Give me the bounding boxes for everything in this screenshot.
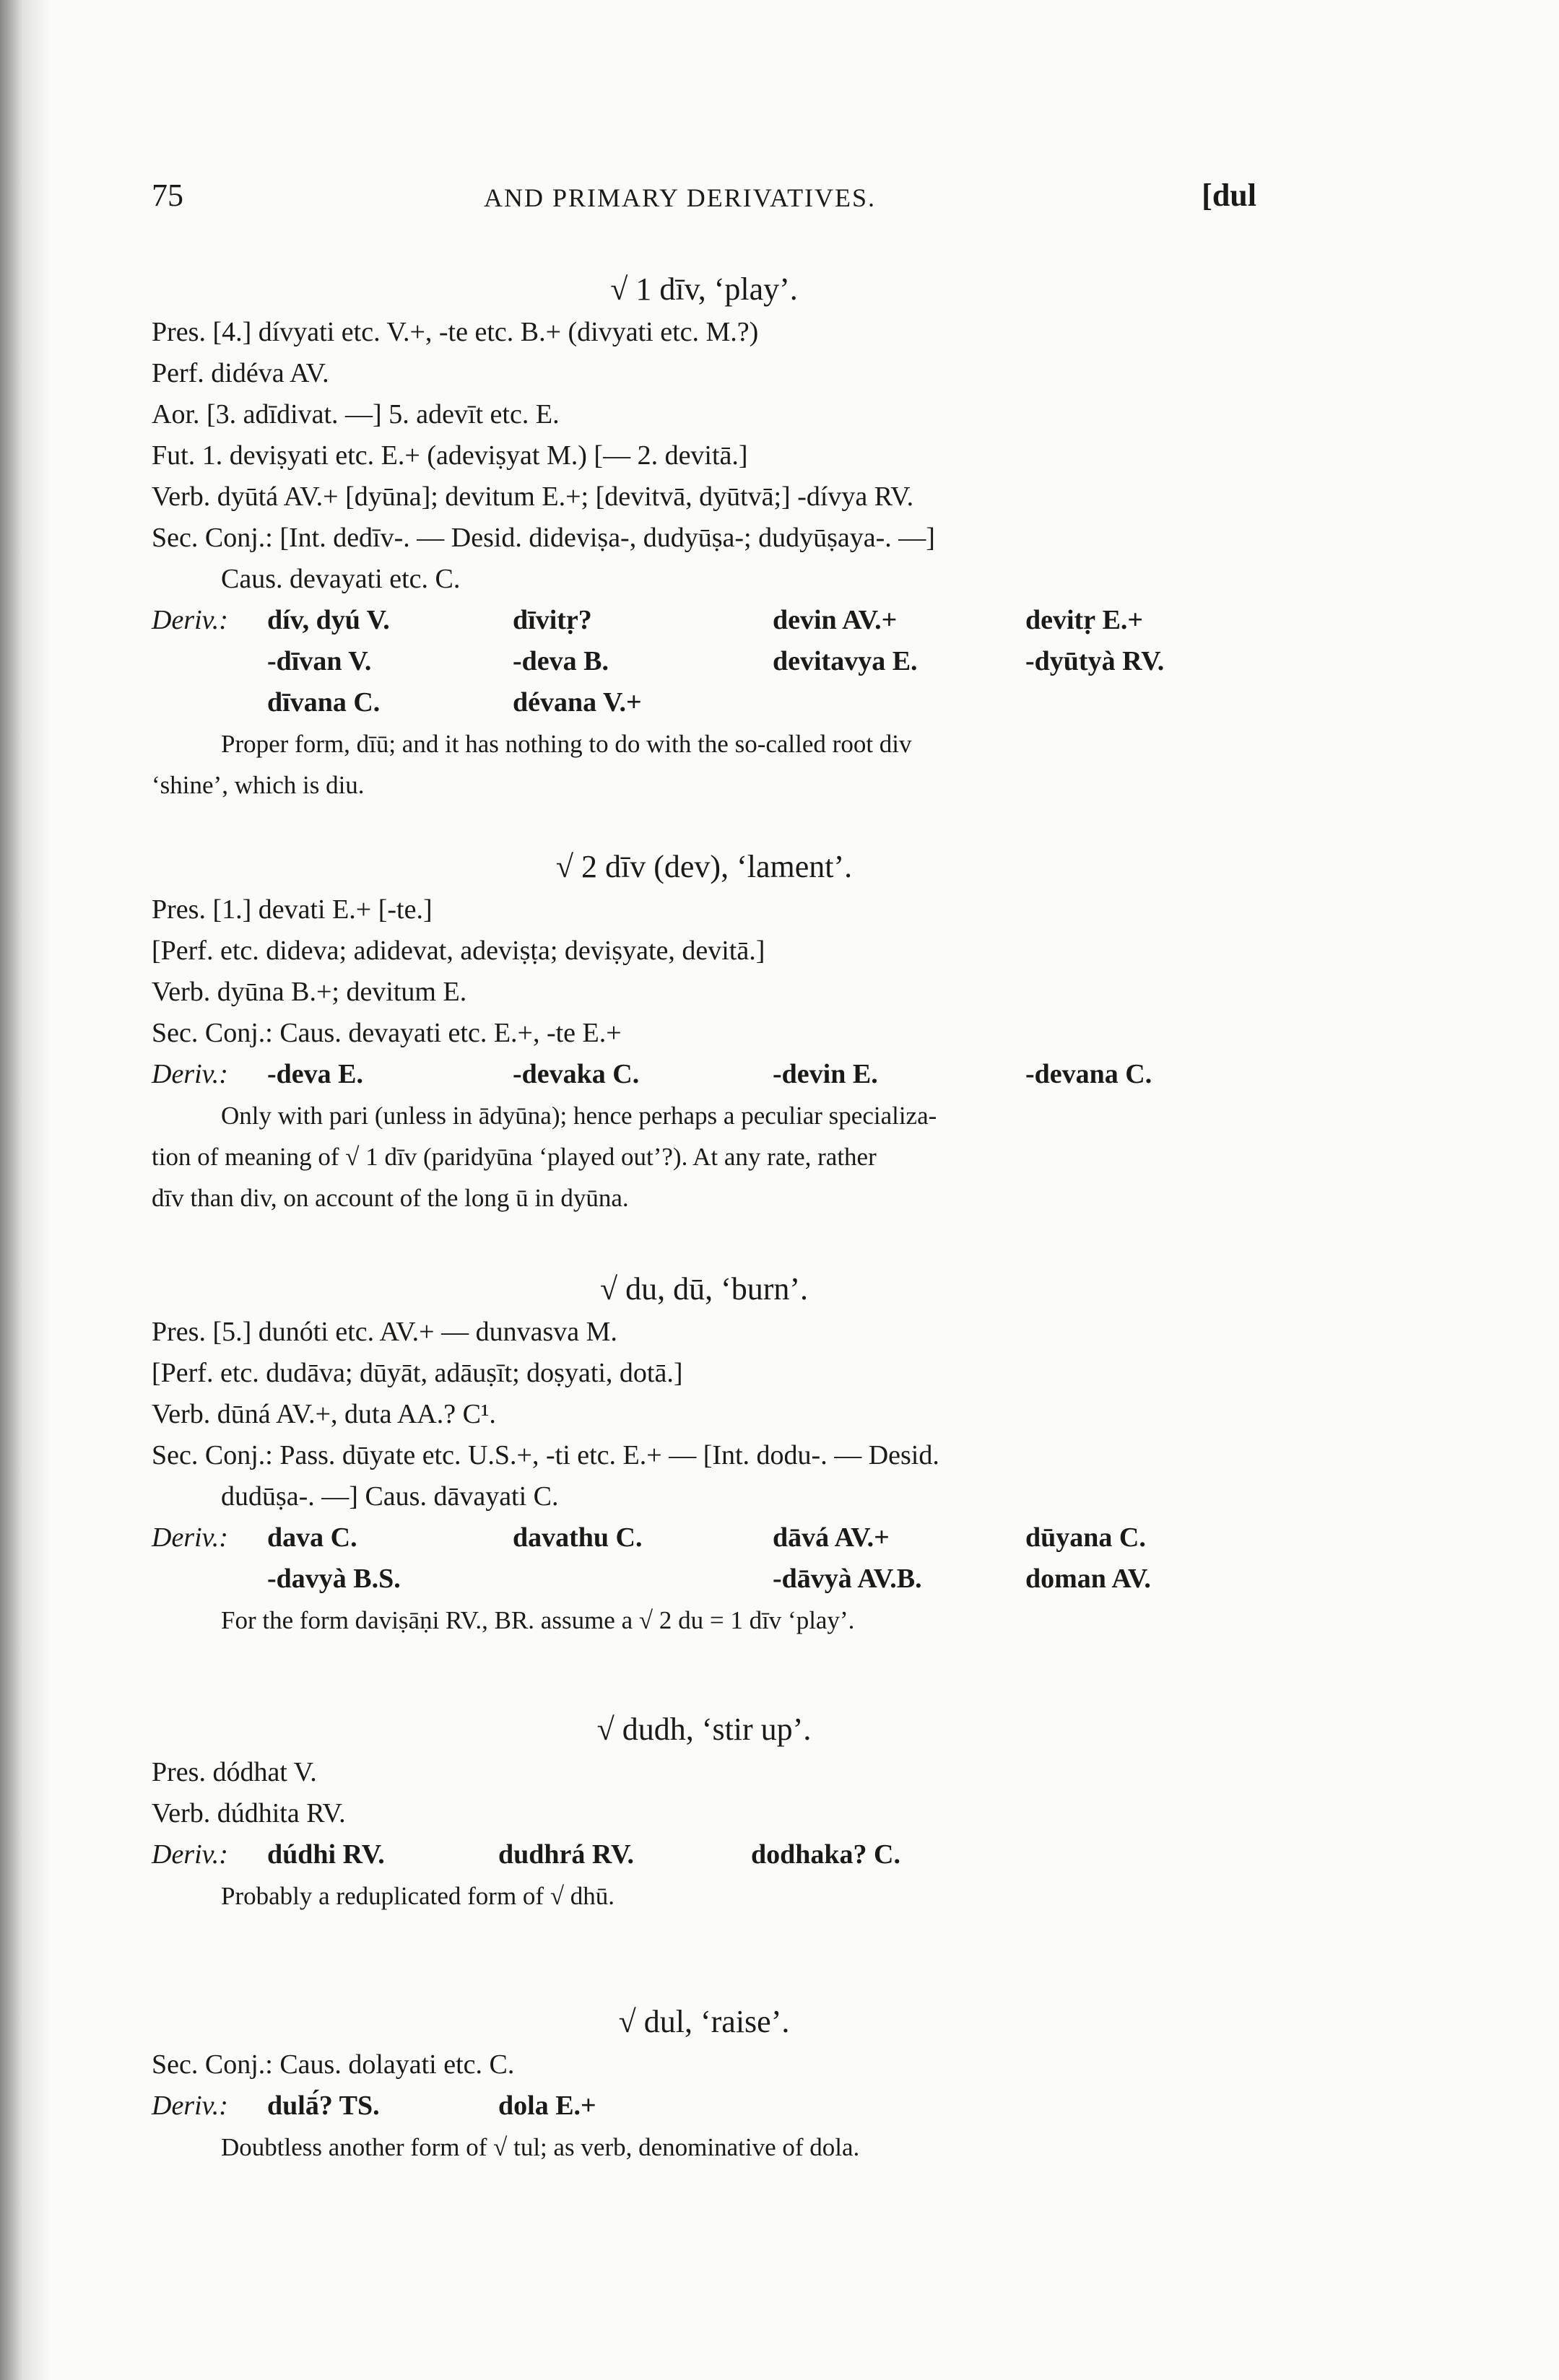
entry-line: Verb. dūná AV.+, duta AA.? C¹.	[152, 1399, 496, 1429]
entry-line: Sec. Conj.: [Int. dedīv-. — Desid. dideviṣa-, dudyūṣa-; dudyūṣaya-. —]	[152, 523, 935, 553]
deriv-item: -dyūtyà RV.	[1025, 646, 1165, 676]
deriv-item: -dīvan V.	[267, 646, 372, 676]
deriv-item: devitavya E.	[773, 646, 918, 676]
entry-div-play	[152, 267, 1256, 806]
deriv-row	[152, 641, 1256, 682]
note-line: Only with pari (unless in ādyūna); hence perhaps a peculiar specializa-	[221, 1102, 937, 1130]
entry-line: [Perf. etc. dudāva; dūyāt, adāuṣīt; doṣyati, dotā.]	[152, 1358, 683, 1388]
entry-line: Fut. 1. deviṣyati etc. E.+ (adeviṣyat M.) [— 2. devitā.]	[152, 440, 748, 471]
deriv-item: dāvá AV.+	[773, 1522, 890, 1553]
entry-note	[152, 1095, 1254, 1219]
note-line: Probably a reduplicated form of √ dhū.	[221, 1882, 615, 1910]
entry-note	[152, 2127, 1254, 2168]
deriv-row	[152, 1559, 1256, 1600]
deriv-row	[152, 1517, 1256, 1559]
deriv-row	[152, 600, 1256, 641]
entry-note	[152, 1600, 1254, 1641]
deriv-item: dudhrá RV.	[498, 1839, 635, 1870]
deriv-item: -devaka C.	[513, 1059, 640, 1089]
entry-line: Pres. dódhat V.	[152, 1757, 317, 1787]
entry-line: Perf. didéva AV.	[152, 358, 329, 388]
deriv-item: dava C.	[267, 1522, 357, 1553]
deriv-label: Deriv.:	[152, 1839, 228, 1870]
entry-line: Verb. dyūtá AV.+ [dyūna]; devitum E.+; [devitvā, dyūtvā;] -dívya RV.	[152, 481, 914, 512]
entry-dudh	[152, 1707, 1256, 1917]
entry-title: √ dudh, ‘stir up’.	[596, 1712, 812, 1747]
deriv-label: Deriv.:	[152, 1059, 228, 1089]
deriv-item: dodhaka? C.	[751, 1839, 900, 1870]
entry-title: √ 1 dīv, ‘play’.	[610, 271, 798, 307]
deriv-item: dévana V.+	[513, 687, 642, 718]
deriv-item: dív, dyú V.	[267, 605, 390, 635]
deriv-item: -deva B.	[513, 646, 609, 676]
note-line: Proper form, dīū; and it has nothing to do with the so-called root div	[221, 730, 912, 758]
note-line: Doubtless another form of √ tul; as verb, denominative of dola.	[221, 2133, 860, 2161]
entry-dul	[152, 2000, 1256, 2168]
deriv-item: -deva E.	[267, 1059, 363, 1089]
entry-du-burn	[152, 1267, 1256, 1641]
deriv-item: dulā́? TS.	[267, 2091, 380, 2121]
deriv-item: -devin E.	[773, 1059, 878, 1089]
note-line: tion of meaning of √ 1 dīv (paridyūna ‘played out’?). At any rate, rather	[152, 1143, 877, 1171]
deriv-label: Deriv.:	[152, 1522, 228, 1553]
entry-line: Aor. [3. adīdivat. —] 5. adevīt etc. E.	[152, 399, 560, 430]
scan-edge-shadow	[0, 0, 51, 2380]
note-line: ‘shine’, which is diu.	[152, 771, 365, 799]
entry-line: dudūṣa-. —] Caus. dāvayati C.	[221, 1481, 559, 1512]
deriv-item: dola E.+	[498, 2091, 596, 2121]
entry-line: Verb. dyūna B.+; devitum E.	[152, 977, 467, 1007]
deriv-item: davathu C.	[513, 1522, 643, 1553]
entry-note	[152, 723, 1254, 806]
entry-line: [Perf. etc. dideva; adidevat, adeviṣṭa; deviṣyate, devitā.]	[152, 936, 765, 966]
deriv-item: devin AV.+	[773, 605, 898, 635]
deriv-label: Deriv.:	[152, 2091, 228, 2121]
note-line: dīv than div, on account of the long ū in dyūna.	[152, 1184, 629, 1212]
entry-title: √ 2 dīv (dev), ‘lament’.	[555, 849, 853, 884]
entry-line: Pres. [4.] dívyati etc. V.+, -te etc. B.+ (divyati etc. M.?)	[152, 317, 759, 347]
entry-line: Pres. [5.] dunóti etc. AV.+ — dunvasva M.	[152, 1317, 617, 1347]
entry-line: Caus. devayati etc. C.	[221, 564, 461, 594]
entry-note	[152, 1875, 1254, 1917]
running-title: AND PRIMARY DERIVATIVES.	[484, 183, 877, 212]
deriv-row	[152, 2085, 1256, 2127]
deriv-label: Deriv.:	[152, 605, 228, 635]
entry-line: Sec. Conj.: Caus. devayati etc. E.+, -te E.+	[152, 1018, 622, 1048]
deriv-item: dīvitṛ?	[513, 605, 592, 635]
deriv-row	[152, 1054, 1256, 1095]
deriv-item: -devana C.	[1025, 1059, 1152, 1089]
page-header	[152, 177, 1256, 227]
deriv-row	[152, 1834, 1256, 1875]
deriv-item: dúdhi RV.	[267, 1839, 385, 1870]
note-line: For the form daviṣāṇi RV., BR. assume a √ 2 du = 1 dīv ‘play’.	[221, 1606, 855, 1634]
deriv-item: devitṛ E.+	[1025, 605, 1144, 635]
deriv-item: -dāvyà AV.B.	[773, 1564, 922, 1594]
deriv-item: dūyana C.	[1025, 1522, 1146, 1553]
entry-line: Sec. Conj.: Caus. dolayati etc. C.	[152, 2049, 515, 2080]
deriv-item: dīvana C.	[267, 687, 381, 718]
page-number: 75	[152, 178, 183, 213]
guide-word: [dul	[1202, 178, 1256, 213]
deriv-item: doman AV.	[1025, 1564, 1151, 1594]
entry-title: √ du, dū, ‘burn’.	[599, 1271, 809, 1307]
entry-div-lament	[152, 845, 1256, 1219]
entry-title: √ dul, ‘raise’.	[618, 2004, 790, 2039]
entry-line: Sec. Conj.: Pass. dūyate etc. U.S.+, -ti etc. E.+ — [Int. dodu-. — Desid.	[152, 1440, 939, 1470]
deriv-row	[152, 682, 1256, 723]
entry-line: Verb. dúdhita RV.	[152, 1798, 346, 1828]
deriv-item: -davyà B.S.	[267, 1564, 401, 1594]
entry-line: Pres. [1.] devati E.+ [-te.]	[152, 894, 433, 925]
